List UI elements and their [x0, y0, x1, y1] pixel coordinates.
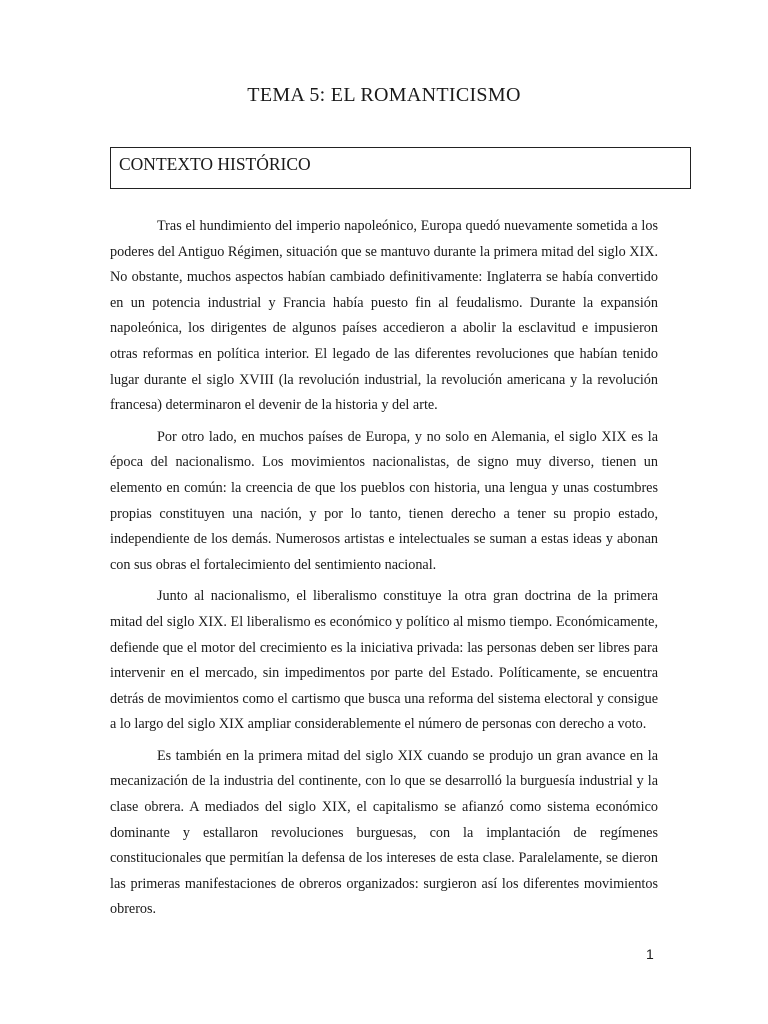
page-number: 1	[646, 946, 654, 962]
section-title: CONTEXTO HISTÓRICO	[119, 154, 311, 174]
body-text	[110, 214, 658, 929]
paragraph: Junto al nacionalismo, el liberalismo constituye la otra gran doctrina de la primera mitad del siglo XIX. El liberalismo es económico y político al mismo tiempo. Económicamente, defiende que el motor del crecimiento es la iniciativa privada: las personas deben ser libres para intervenir en el mercado, sin impedimentos por parte del Estado. Políticamente, se encuentra detrás de movimientos como el cartismo que busca una reforma del sistema electoral y consigue a lo largo del siglo XIX ampliar considerablemente el número de personas con derecho a voto.	[110, 588, 658, 733]
page-title: TEMA 5: EL ROMANTICISMO	[247, 84, 521, 106]
paragraph: Es también en la primera mitad del siglo XIX cuando se produjo un gran avance en la mecanización de la industria del continente, con lo que se desarrolló la burguesía industrial y la clase obrera. A mediados del siglo XIX, el capitalismo se afianzó como sistema económico dominante y estallaron revoluciones burguesas, con la implantación de regímenes constitucionales que permitían la defensa de los intereses de esta clase. Paralelamente, se dieron las primeras manifestaciones de obreros organizados: surgieron así los diferentes movimientos obreros.	[110, 747, 658, 918]
paragraph: Por otro lado, en muchos países de Europa, y no solo en Alemania, el siglo XIX es la época del nacionalismo. Los movimientos nacionalistas, de signo muy diverso, tienen un elemento en común: la creencia de que los pueblos con historia, una lengua y unas costumbres propias constituyen una nación, y por lo tanto, tienen derecho a tener su propio estado, independiente de los demás. Numerosos artistas e intelectuales se suman a estas ideas y abonan con sus obras el fortalecimiento del sentimiento nacional.	[110, 428, 658, 573]
paragraph: Tras el hundimiento del imperio napoleónico, Europa quedó nuevamente sometida a los poderes del Antiguo Régimen, situación que se mantuvo durante la primera mitad del siglo XIX. No obstante, muchos aspectos habían cambiado definitivamente: Inglaterra se había convertido en un potencia industrial y Francia había puesto fin al feudalismo. Durante la expansión napoleónica, los dirigentes de algunos países accedieron a abolir la esclavitud e impusieron otras reformas en política interior. El legado de las diferentes revoluciones que habían tenido lugar durante el siglo XVIII (la revolución industrial, la revolución americana y la revolución francesa) determinaron el devenir de la historia y del arte.	[110, 218, 658, 414]
section-header-box	[110, 147, 691, 189]
